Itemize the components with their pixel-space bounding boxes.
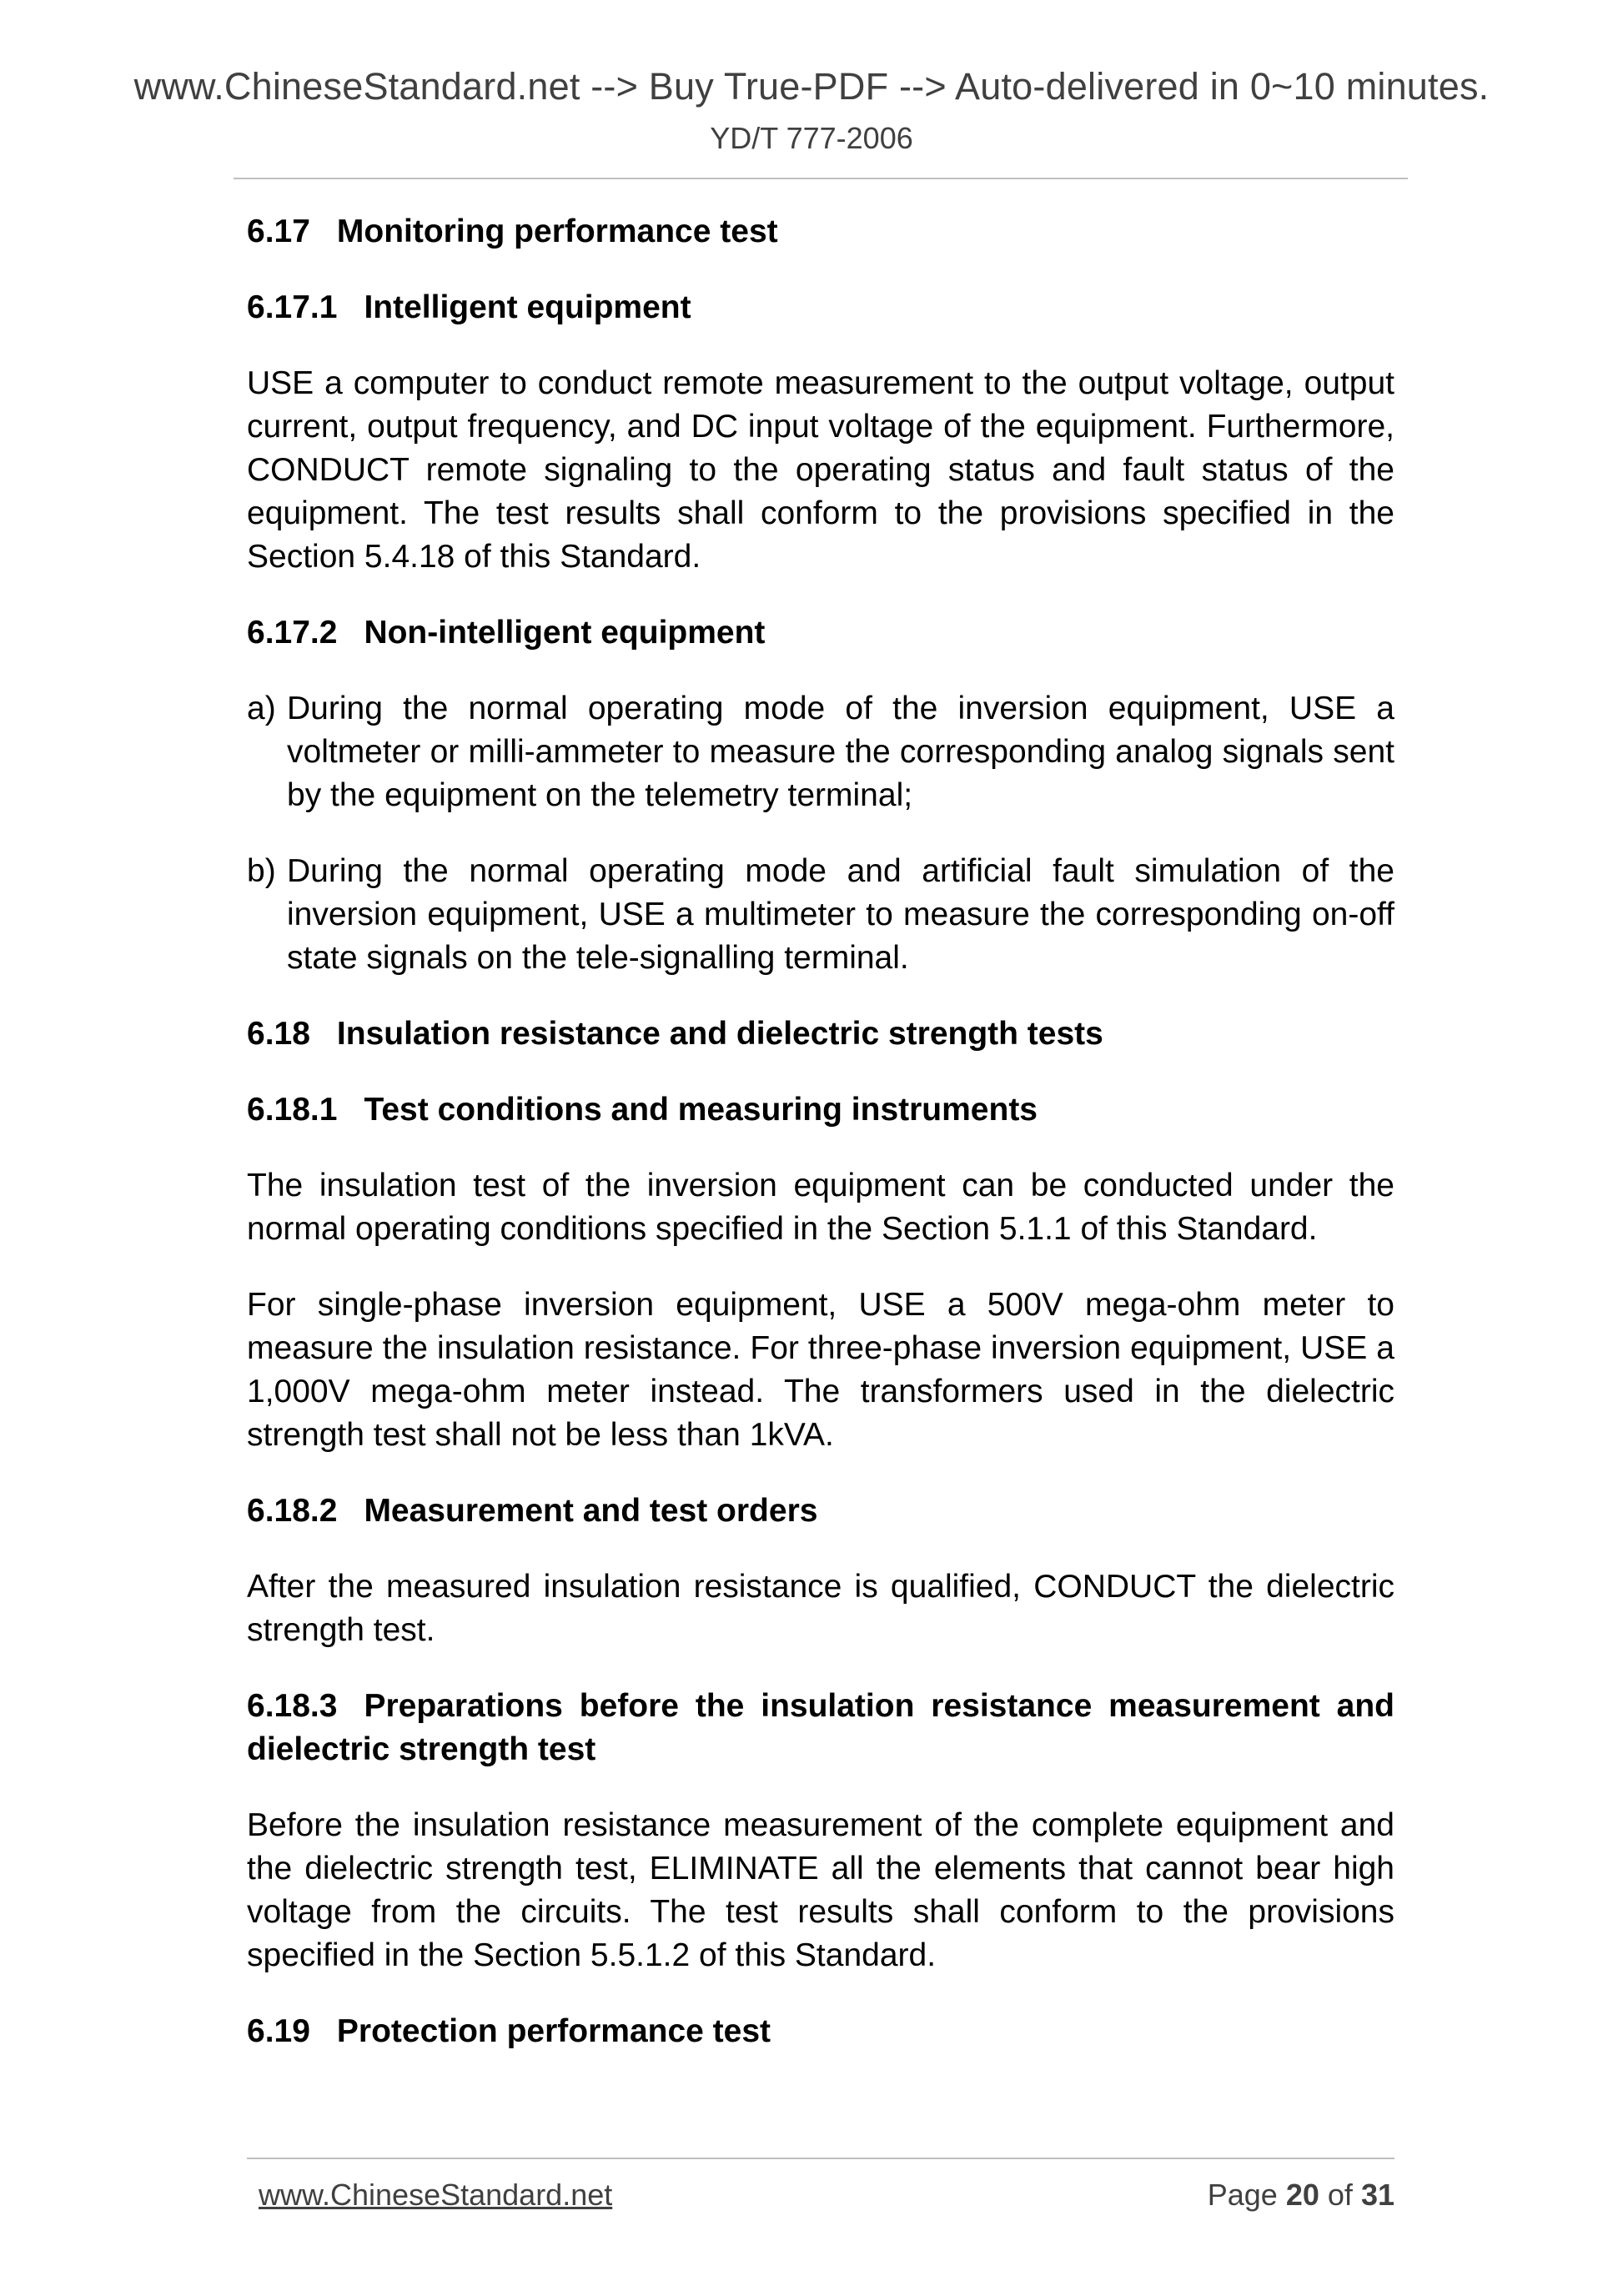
section-heading-6-19 bbox=[247, 2010, 1394, 2053]
section-title: Monitoring performance test bbox=[336, 214, 778, 249]
document-body bbox=[247, 210, 1394, 2086]
list-marker: b) bbox=[247, 853, 276, 889]
footer-website-link[interactable]: www.ChineseStandard.net bbox=[259, 2178, 613, 2212]
paragraph-6-18-3: Before the insulation resistance measurement of the complete equipment and the dielectric strength test, ELIMINATE all the elements that cannot bear high voltage from the circuits. The test results shall conform to the provisions specified in the Section 5.5.1.2 of this Standard. bbox=[247, 1807, 1394, 1973]
page-word: Page bbox=[1207, 2178, 1278, 2212]
section-number: 6.18 bbox=[247, 1016, 310, 1052]
header-banner: www.ChineseStandard.net --> Buy True-PDF --> Auto-delivered in 0~10 minutes. bbox=[133, 65, 1490, 108]
list-item-text: During the normal operating mode and artificial fault simulation of the inversion equipment, USE a multimeter to measure the corresponding on-off state signals on the tele-signalling terminal. bbox=[287, 853, 1394, 976]
section-number: 6.19 bbox=[247, 2013, 310, 2049]
section-heading-6-17 bbox=[247, 210, 1394, 254]
current-page-number: 20 bbox=[1285, 2178, 1319, 2212]
section-title: Measurement and test orders bbox=[364, 1493, 818, 1529]
section-number: 6.17 bbox=[247, 214, 310, 249]
list-item-a bbox=[247, 687, 1394, 817]
section-heading-6-17-1 bbox=[247, 286, 1394, 329]
section-number: 6.17.1 bbox=[247, 289, 338, 325]
section-number: 6.18.1 bbox=[247, 1092, 338, 1128]
section-title: Protection performance test bbox=[336, 2013, 771, 2049]
document-id: YD/T 777-2006 bbox=[710, 121, 913, 155]
total-page-count: 31 bbox=[1360, 2178, 1394, 2212]
paragraph-6-17-1: USE a computer to conduct remote measurement to the output voltage, output current, output frequency, and DC input voltage of the equipment. Furthermore, CONDUCT remote signaling to the operating status and fault status of the equipment. The test results shall conform to the provisions specified in the Section 5.4.18 of this Standard. bbox=[247, 365, 1394, 575]
section-heading-6-18-3 bbox=[247, 1685, 1394, 1771]
section-number: 6.17.2 bbox=[247, 615, 338, 651]
paragraph-6-18-2: After the measured insulation resistance is qualified, CONDUCT the dielectric strength test. bbox=[247, 1569, 1394, 1648]
page-indicator bbox=[1208, 2175, 1394, 2215]
section-title: Test conditions and measuring instruments bbox=[364, 1092, 1038, 1128]
header-divider bbox=[234, 178, 1408, 179]
list-item-b bbox=[247, 850, 1394, 980]
section-number: 6.18.3 bbox=[247, 1688, 338, 1724]
section-title: Preparations before the insulation resistance measurement and dielectric strength test bbox=[247, 1688, 1394, 1767]
page-of-word: of bbox=[1327, 2178, 1353, 2212]
list-marker: a) bbox=[247, 691, 276, 726]
list-item-text: During the normal operating mode of the inversion equipment, USE a voltmeter or milli-ammeter to measure the corresponding analog signals sent by the equipment on the telemetry terminal; bbox=[287, 691, 1394, 813]
section-heading-6-18-1 bbox=[247, 1088, 1394, 1132]
section-title: Insulation resistance and dielectric strength tests bbox=[336, 1016, 1103, 1052]
section-heading-6-18 bbox=[247, 1012, 1394, 1056]
section-title: Non-intelligent equipment bbox=[364, 615, 766, 651]
page-header bbox=[0, 62, 1623, 157]
section-number: 6.18.2 bbox=[247, 1493, 338, 1529]
section-heading-6-18-2 bbox=[247, 1490, 1394, 1533]
section-title: Intelligent equipment bbox=[364, 289, 691, 325]
paragraph-6-18-1-b: For single-phase inversion equipment, USE a 500V mega-ohm meter to measure the insulation resistance. For three-phase inversion equipment, USE a 1,000V mega-ohm meter instead. The transformers used in the dielectric strength test shall not be less than 1kVA. bbox=[247, 1287, 1394, 1453]
section-heading-6-17-2 bbox=[247, 611, 1394, 655]
footer-divider bbox=[247, 2158, 1394, 2159]
paragraph-6-18-1-a: The insulation test of the inversion equipment can be conducted under the normal operating conditions specified in the Section 5.1.1 of this Standard. bbox=[247, 1168, 1394, 1247]
